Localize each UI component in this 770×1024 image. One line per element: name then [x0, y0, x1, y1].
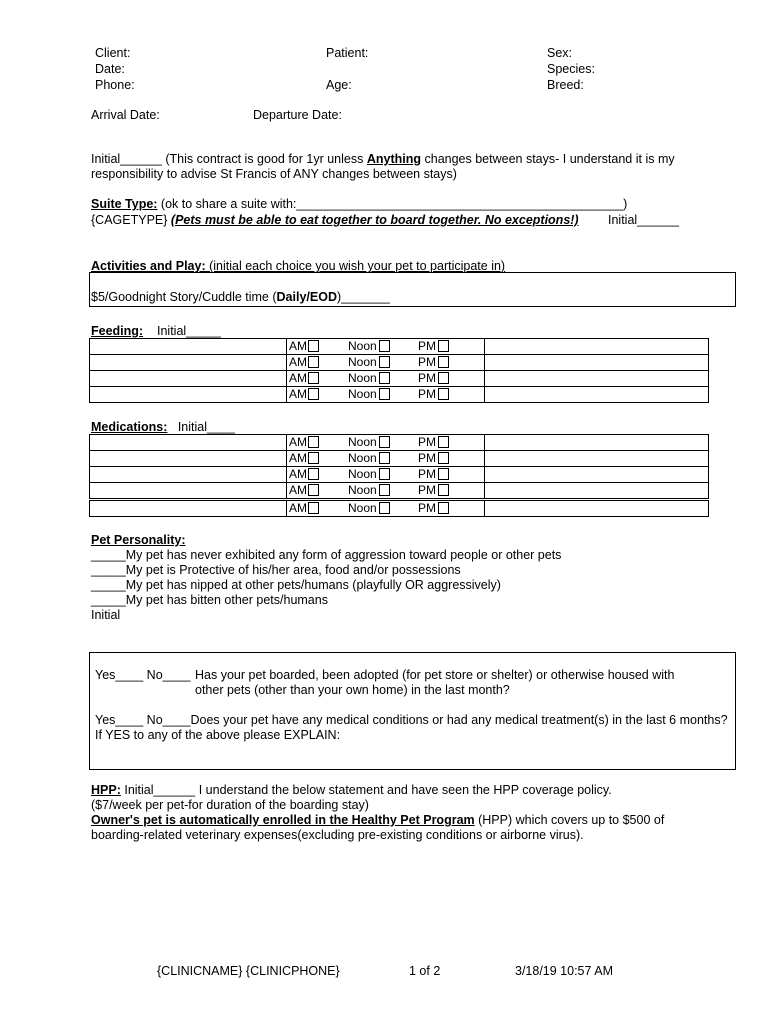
client-label: Client:	[95, 46, 131, 60]
am-checkbox[interactable]	[308, 484, 319, 496]
medication-schedule-cell	[287, 451, 485, 467]
personality-initial: Initial	[91, 608, 121, 622]
footer-page-number: 1 of 2	[409, 964, 441, 978]
noon-checkbox[interactable]	[379, 452, 390, 464]
activities-option-text: $5/Goodnight Story/Cuddle time (	[91, 290, 277, 304]
medication-notes-cell	[90, 451, 287, 467]
hpp-enrolled: Owner's pet is automatically enrolled in the Healthy Pet Program	[91, 813, 475, 827]
pm-label: PM	[418, 371, 436, 385]
feeding-extra-cell	[485, 355, 709, 371]
date-label: Date:	[95, 62, 125, 76]
q1-text-cont: other pets (other than your own home) in the last month?	[195, 683, 510, 697]
cagetype-placeholder: {CAGETYPE}	[91, 213, 171, 227]
medication-row	[90, 451, 709, 467]
hpp-coverage: (HPP) which covers up to $500 of	[474, 813, 665, 827]
feeding-extra-cell	[485, 371, 709, 387]
am-checkbox[interactable]	[308, 388, 319, 400]
medication-schedule-cell	[287, 500, 485, 517]
noon-checkbox[interactable]	[379, 388, 390, 400]
feeding-extra-cell	[485, 387, 709, 403]
medication-notes-cell	[90, 467, 287, 483]
am-checkbox[interactable]	[308, 436, 319, 448]
hpp-line-1	[91, 783, 612, 799]
noon-checkbox[interactable]	[379, 356, 390, 368]
hpp-initial-text: Initial______ I understand the below statement and have seen the HPP coverage policy.	[120, 783, 612, 797]
contract-anything: Anything	[366, 152, 422, 166]
suite-warning: (Pets must be able to eat together to board together. No exceptions!)	[170, 213, 579, 227]
medication-row	[90, 435, 709, 451]
footer-timestamp: 3/18/19 10:57 AM	[515, 964, 613, 978]
medications-table	[89, 434, 709, 517]
activities-option-blank: )_______	[336, 290, 390, 304]
breed-label: Breed:	[547, 78, 584, 92]
contract-line-2: responsibility to advise St Francis of ANY changes between stays)	[91, 167, 457, 181]
contract-line-1	[91, 152, 675, 168]
hpp-label: HPP:	[91, 783, 121, 797]
pm-label: PM	[418, 483, 436, 497]
pm-checkbox[interactable]	[438, 502, 449, 514]
suite-cagetype-line	[91, 213, 579, 229]
medication-notes-cell	[90, 500, 287, 517]
noon-label: Noon	[348, 435, 377, 449]
feeding-extra-cell	[485, 339, 709, 355]
personality-item: _____My pet is Protective of his/her area, food and/or possessions	[91, 563, 461, 577]
medication-schedule-cell	[287, 483, 485, 500]
am-label: AM	[289, 371, 307, 385]
am-label: AM	[289, 339, 307, 353]
noon-label: Noon	[348, 451, 377, 465]
feeding-schedule-cell	[287, 387, 485, 403]
medication-row	[90, 467, 709, 483]
pm-label: PM	[418, 387, 436, 401]
departure-date-label: Departure Date:	[253, 108, 342, 122]
pm-label: PM	[418, 339, 436, 353]
phone-label: Phone:	[95, 78, 135, 92]
pm-label: PM	[418, 501, 436, 515]
noon-label: Noon	[348, 339, 377, 353]
am-checkbox[interactable]	[308, 356, 319, 368]
suite-type-label: Suite Type:	[91, 197, 158, 211]
feeding-schedule-cell	[287, 339, 485, 355]
feeding-table	[89, 338, 709, 403]
pm-checkbox[interactable]	[438, 468, 449, 480]
pm-checkbox[interactable]	[438, 340, 449, 352]
noon-checkbox[interactable]	[379, 436, 390, 448]
medications-initial: Initial____	[177, 420, 235, 434]
noon-label: Noon	[348, 371, 377, 385]
am-checkbox[interactable]	[308, 372, 319, 384]
hpp-line-4: boarding-related veterinary expenses(excluding pre-existing conditions or airborne virus).	[91, 828, 584, 842]
feeding-schedule-cell	[287, 371, 485, 387]
feeding-notes-cell	[90, 355, 287, 371]
personality-item: _____My pet has nipped at other pets/humans (playfully OR aggressively)	[91, 578, 501, 592]
feeding-row	[90, 355, 709, 371]
feeding-row	[90, 387, 709, 403]
am-label: AM	[289, 355, 307, 369]
hpp-line-2: ($7/week per pet-for duration of the boarding stay)	[91, 798, 369, 812]
feeding-label: Feeding:	[91, 324, 144, 338]
age-label: Age:	[326, 78, 352, 92]
am-checkbox[interactable]	[308, 502, 319, 514]
am-label: AM	[289, 501, 307, 515]
medication-row	[90, 483, 709, 500]
activities-label: Activities and Play:	[91, 259, 206, 273]
medication-extra-cell	[485, 483, 709, 500]
medication-schedule-cell	[287, 467, 485, 483]
medication-extra-cell	[485, 500, 709, 517]
medication-extra-cell	[485, 451, 709, 467]
noon-label: Noon	[348, 355, 377, 369]
am-checkbox[interactable]	[308, 452, 319, 464]
noon-checkbox[interactable]	[379, 502, 390, 514]
q1-yes-no: Yes____ No____	[95, 668, 191, 682]
pm-checkbox[interactable]	[438, 436, 449, 448]
feeding-notes-cell	[90, 387, 287, 403]
feeding-initial: Initial_____	[157, 324, 221, 338]
activities-option	[91, 290, 390, 306]
activities-option-frequency: Daily/EOD	[276, 290, 337, 304]
medications-label: Medications:	[91, 420, 168, 434]
activities-instruction: (initial each choice you wish your pet to participate in)	[205, 259, 506, 273]
medication-row	[90, 500, 709, 517]
q2-text: Does your pet have any medical conditions or had any medical treatment(s) in the last 6 months?	[190, 713, 728, 727]
pm-label: PM	[418, 435, 436, 449]
species-label: Species:	[547, 62, 595, 76]
patient-label: Patient:	[326, 46, 369, 60]
explain-label: If YES to any of the above please EXPLAIN:	[95, 728, 341, 742]
pm-checkbox[interactable]	[438, 356, 449, 368]
am-checkbox[interactable]	[308, 468, 319, 480]
arrival-date-label: Arrival Date:	[91, 108, 160, 122]
am-checkbox[interactable]	[308, 340, 319, 352]
noon-checkbox[interactable]	[379, 340, 390, 352]
feeding-schedule-cell	[287, 355, 485, 371]
medication-extra-cell	[485, 467, 709, 483]
am-label: AM	[289, 451, 307, 465]
am-label: AM	[289, 435, 307, 449]
footer-clinic: {CLINICNAME} {CLINICPHONE}	[157, 964, 340, 978]
contract-line1-rest: changes between stays- I understand it is my	[421, 152, 675, 166]
noon-checkbox[interactable]	[379, 484, 390, 496]
medication-notes-cell	[90, 483, 287, 500]
suite-type-line	[91, 197, 627, 213]
medication-notes-cell	[90, 435, 287, 451]
am-label: AM	[289, 387, 307, 401]
feeding-row	[90, 339, 709, 355]
contract-initial-text: Initial______ (This contract is good for 1yr unless	[91, 152, 367, 166]
pm-checkbox[interactable]	[438, 388, 449, 400]
personality-item: _____My pet has bitten other pets/humans	[91, 593, 328, 607]
personality-item: _____My pet has never exhibited any form of aggression toward people or other pets	[91, 548, 562, 562]
noon-label: Noon	[348, 501, 377, 515]
pm-checkbox[interactable]	[438, 484, 449, 496]
pm-label: PM	[418, 467, 436, 481]
noon-label: Noon	[348, 467, 377, 481]
feeding-notes-cell	[90, 371, 287, 387]
hpp-line-3	[91, 813, 664, 829]
am-label: AM	[289, 483, 307, 497]
medication-schedule-cell	[287, 435, 485, 451]
personality-heading: Pet Personality:	[91, 533, 186, 547]
feeding-notes-cell	[90, 339, 287, 355]
suite-share-text: (ok to share a suite with:_______________________________________________)	[157, 197, 628, 211]
noon-label: Noon	[348, 387, 377, 401]
pm-label: PM	[418, 355, 436, 369]
pm-checkbox[interactable]	[438, 372, 449, 384]
q1-text: Has your pet boarded, been adopted (for pet store or shelter) or otherwise housed with	[195, 668, 675, 682]
pm-checkbox[interactable]	[438, 452, 449, 464]
suite-initial: Initial______	[608, 213, 679, 227]
noon-checkbox[interactable]	[379, 372, 390, 384]
q2-line	[95, 713, 728, 729]
noon-checkbox[interactable]	[379, 468, 390, 480]
medication-extra-cell	[485, 435, 709, 451]
q2-yes-no: Yes____ No____	[95, 713, 191, 727]
am-label: AM	[289, 467, 307, 481]
noon-label: Noon	[348, 483, 377, 497]
sex-label: Sex:	[547, 46, 573, 60]
pm-label: PM	[418, 451, 436, 465]
feeding-row	[90, 371, 709, 387]
